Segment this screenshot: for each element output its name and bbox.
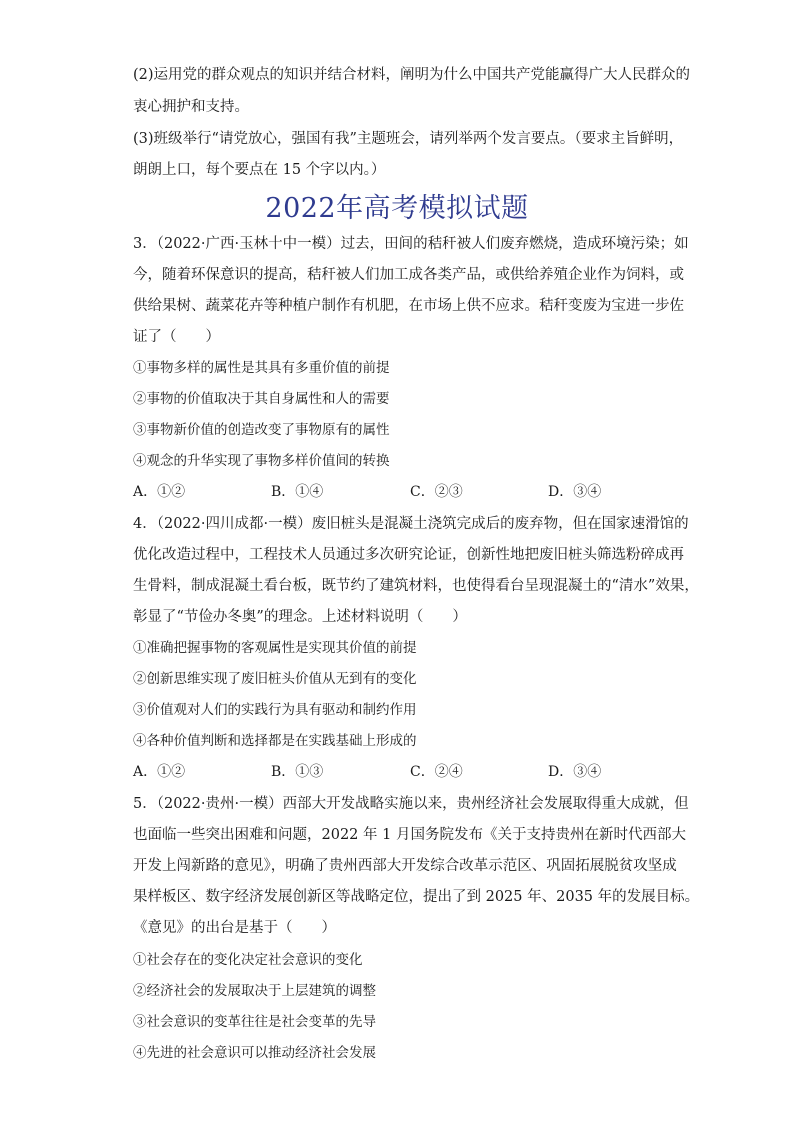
prev-question-3-line-1: (3)班级举行“请党放心，强国有我”主题班会，请列举两个发言要点。（要求主旨鲜明，: [133, 131, 684, 147]
question-3-choices: [133, 482, 673, 502]
question-5-option-3: ③社会意识的变革往往是社会变革的先导: [133, 1014, 376, 1030]
choice-d[interactable]: D．③④: [548, 484, 602, 500]
question-3-stem-line-4: 证了（ ）: [133, 329, 220, 345]
choice-b[interactable]: B．①③: [271, 764, 324, 780]
question-4-stem-line-2: 优化改造过程中，工程技术人员通过多次研究论证，创新性地把废旧桩头筛选粉碎成再: [133, 547, 684, 563]
question-4-option-2: ②创新思维实现了废旧桩头价值从无到有的变化: [133, 671, 417, 687]
question-3-stem-line-3: 供给果树、蔬菜花卉等种植户制作有机肥，在市场上供不应求。秸秆变废为宝进一步佐: [133, 298, 684, 314]
choice-b[interactable]: B．①④: [271, 484, 324, 500]
prev-question-3-line-2: 朗朗上口，每个要点在 15 个字以内。）: [133, 162, 386, 178]
question-3-option-4: ④观念的升华实现了事物多样价值间的转换: [133, 453, 390, 469]
question-4-option-3: ③价值观对人们的实践行为具有驱动和制约作用: [133, 702, 417, 718]
question-3-option-2: ②事物的价值取决于其自身属性和人的需要: [133, 391, 390, 407]
choice-a[interactable]: A．①②: [133, 764, 186, 780]
question-4-option-4: ④各种价值判断和选择都是在实践基础上形成的: [133, 733, 417, 749]
question-5-option-1: ①社会存在的变化决定社会意识的变化: [133, 952, 363, 968]
prev-question-2-line-1: (2)运用党的群众观点的知识并结合材料，阐明为什么中国共产党能赢得广大人民群众的: [133, 67, 691, 83]
question-3-option-3: ③事物新价值的创造改变了事物原有的属性: [133, 422, 390, 438]
question-4-stem-line-1: 4．（2022·四川成都·一模）废旧桩头是混凝土浇筑完成后的废弃物，但在国家速滑馆的: [133, 516, 689, 532]
question-3-stem-line-2: 今，随着环保意识的提高，秸秆被人们加工成各类产品，或供给养殖企业作为饲料，或: [133, 267, 684, 283]
choice-c[interactable]: C．②④: [410, 764, 463, 780]
choice-c[interactable]: C．②③: [410, 484, 463, 500]
question-5-stem-line-2: 也面临一些突出困难和问题，2022 年 1 月国务院发布《关于支持贵州在新时代西部大: [133, 827, 686, 843]
question-4-choices: [133, 762, 673, 782]
question-5-option-4: ④先进的社会意识可以推动经济社会发展: [133, 1045, 376, 1061]
prev-question-2-line-2: 衷心拥护和支持。: [133, 99, 249, 115]
question-5-stem-line-3: 开发上闯新路的意见》，明确了贵州西部大开发综合改革示范区、巩固拓展脱贫攻坚成: [133, 858, 677, 874]
question-4-stem-line-3: 生骨料，制成混凝土看台板，既节约了建筑材料，也使得看台呈现混凝土的“清水”效果，: [133, 578, 699, 594]
question-5-stem-line-4: 果样板区、数字经济发展创新区等战略定位，提出了到 2025 年、2035 年的发展目标。: [133, 889, 700, 905]
question-4-option-1: ①准确把握事物的客观属性是实现其价值的前提: [133, 640, 417, 656]
question-3-option-1: ①事物多样的属性是其具有多重价值的前提: [133, 360, 390, 376]
question-4-stem-line-4: 彰显了“节俭办冬奥”的理念。上述材料说明（ ）: [133, 609, 467, 625]
question-5-option-2: ②经济社会的发展取决于上层建筑的调整: [133, 983, 376, 999]
section-title: 2022年高考模拟试题: [265, 193, 529, 224]
question-3-stem-line-1: 3．（2022·广西·玉林十中一模）过去，田间的秸秆被人们废弃燃烧，造成环境污染；如: [133, 236, 689, 252]
choice-a[interactable]: A．①②: [133, 484, 186, 500]
question-5-stem-line-5: 《意见》的出台是基于（ ）: [133, 920, 336, 936]
question-5-stem-line-1: 5．（2022·贵州·一模）西部大开发战略实施以来，贵州经济社会发展取得重大成就，但: [133, 796, 689, 812]
choice-d[interactable]: D．③④: [548, 764, 602, 780]
